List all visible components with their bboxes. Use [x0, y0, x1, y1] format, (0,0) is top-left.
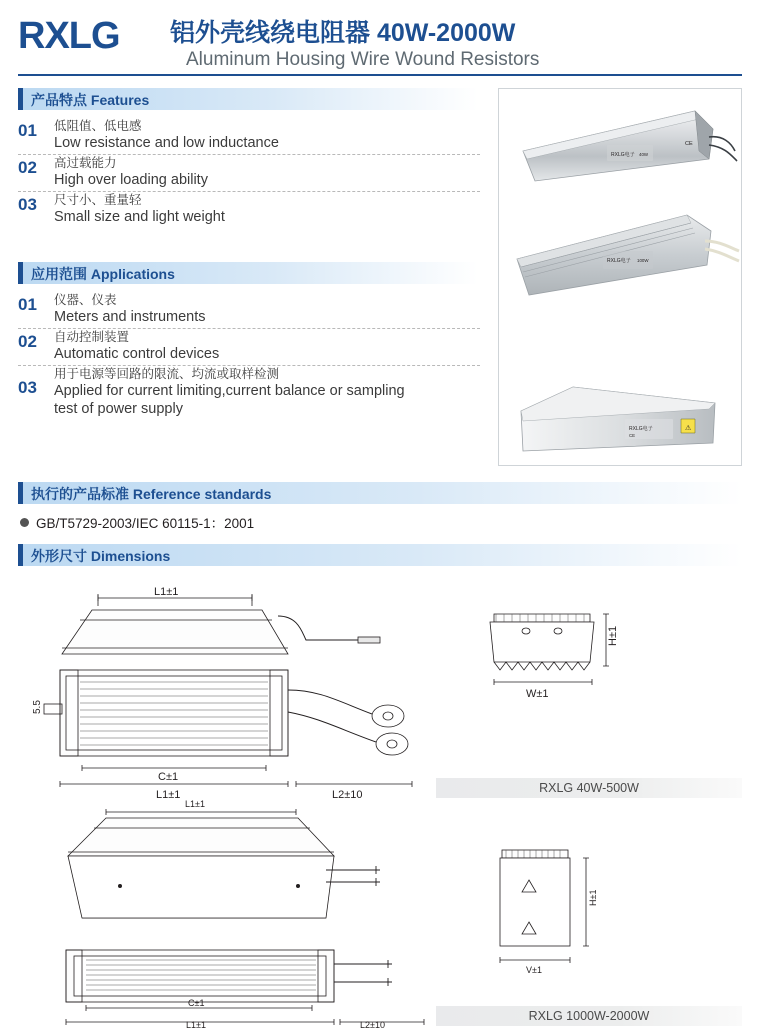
caption-small-range: RXLG 40W-500W: [436, 778, 742, 798]
item-text-cn: 低阻值、低电感: [54, 119, 142, 133]
svg-text:⚠: ⚠: [685, 425, 692, 432]
applications-bar-label: 应用范围 Applications: [31, 266, 175, 282]
item-number: 03: [18, 195, 37, 214]
dim-label-c: C±1: [158, 771, 179, 783]
list-item: [18, 329, 480, 366]
dim-label-55: 5.5: [32, 700, 43, 714]
dim-label-l2: L2±10: [332, 789, 363, 801]
standards-section-bar: [18, 482, 742, 504]
item-text-cn: 高过载能力: [54, 156, 117, 170]
svg-text:100W: 100W: [637, 258, 649, 263]
drawing-small-unit-end-view: [480, 600, 640, 715]
item-text-en: Automatic control devices: [54, 346, 220, 362]
drawing-large-unit-end-view: [470, 836, 650, 991]
item-text-en: Small size and light weight: [54, 209, 225, 225]
dimensions-bar-label: 外形尺寸 Dimensions: [31, 548, 171, 564]
header-divider: [18, 74, 742, 76]
item-text-en: High over loading ability: [54, 172, 208, 188]
bullet-icon: [20, 518, 29, 527]
svg-text:40W: 40W: [639, 152, 649, 157]
features-list: [18, 118, 480, 228]
dim-label-l2-large: L2±10: [360, 1020, 385, 1030]
features-section-bar: [18, 88, 478, 110]
svg-text:RXLG电子: RXLG电子: [629, 426, 653, 432]
item-text-cn: 自动控制装置: [54, 330, 130, 344]
item-text-en: Low resistance and low inductance: [54, 135, 279, 151]
standards-line: [20, 512, 254, 532]
list-item: [18, 366, 480, 422]
dim-label-v: V±1: [526, 965, 542, 975]
svg-text:RXLG电子: RXLG电子: [607, 258, 631, 264]
item-number: 01: [18, 295, 37, 314]
item-number: 02: [18, 158, 37, 177]
item-number: 02: [18, 332, 37, 351]
dim-label-h: H±1: [607, 625, 619, 646]
drawing-large-unit: [20, 799, 440, 1033]
dim-label-l1-bottom-large: L1±1: [186, 1020, 206, 1030]
dimensions-section-bar: [18, 544, 742, 566]
list-item: [18, 155, 480, 192]
item-text-cn: 仪器、仪表: [54, 293, 117, 307]
dim-label-l1-top-large: L1±1: [185, 799, 205, 809]
list-item: [18, 292, 480, 329]
item-text-cn: 用于电源等回路的限流、均流或取样检测: [54, 367, 280, 381]
dim-label-c-large: C±1: [188, 998, 205, 1008]
page-title-en: Aluminum Housing Wire Wound Resistors: [186, 49, 540, 70]
item-text-cn: 尺寸小、重量轻: [54, 193, 142, 207]
resistor-photo-1: [523, 111, 737, 181]
svg-text:RXLG电子: RXLG电子: [611, 152, 635, 158]
dim-label-w: W±1: [526, 688, 549, 700]
product-photo-panel: [498, 88, 742, 466]
svg-text:CE: CE: [685, 141, 693, 147]
item-text-en: Applied for current limiting,current balance or sampling: [54, 383, 405, 399]
item-text-en-line2: test of power supply: [54, 401, 183, 417]
features-bar-label: 产品特点 Features: [31, 92, 150, 108]
standards-text: GB/T5729-2003/IEC 60115-1：2001: [36, 516, 255, 531]
resistor-photo-3: [521, 387, 715, 451]
dim-label-l1-top: L1±1: [154, 586, 179, 598]
drawing-small-unit: [20, 586, 440, 811]
list-item: [18, 192, 480, 228]
item-text-en: Meters and instruments: [54, 309, 206, 325]
product-photos-illustration: [499, 89, 741, 465]
caption-large-range: RXLG 1000W-2000W: [436, 1006, 742, 1026]
item-number: 03: [18, 378, 37, 397]
applications-section-bar: [18, 262, 478, 284]
item-number: 01: [18, 121, 37, 140]
applications-list: [18, 292, 480, 422]
dim-label-h-large: H±1: [588, 889, 598, 906]
standards-bar-label: 执行的产品标准 Reference standards: [31, 486, 272, 502]
page-title-cn: 铝外壳线绕电阻器 40W-2000W: [170, 19, 516, 47]
resistor-photo-2: [517, 215, 739, 295]
page-header: [18, 16, 742, 72]
list-item: [18, 118, 480, 155]
brand-logo: RXLG: [18, 15, 120, 57]
svg-text:CE: CE: [629, 433, 636, 438]
dim-label-l1-bottom: L1±1: [156, 789, 181, 801]
